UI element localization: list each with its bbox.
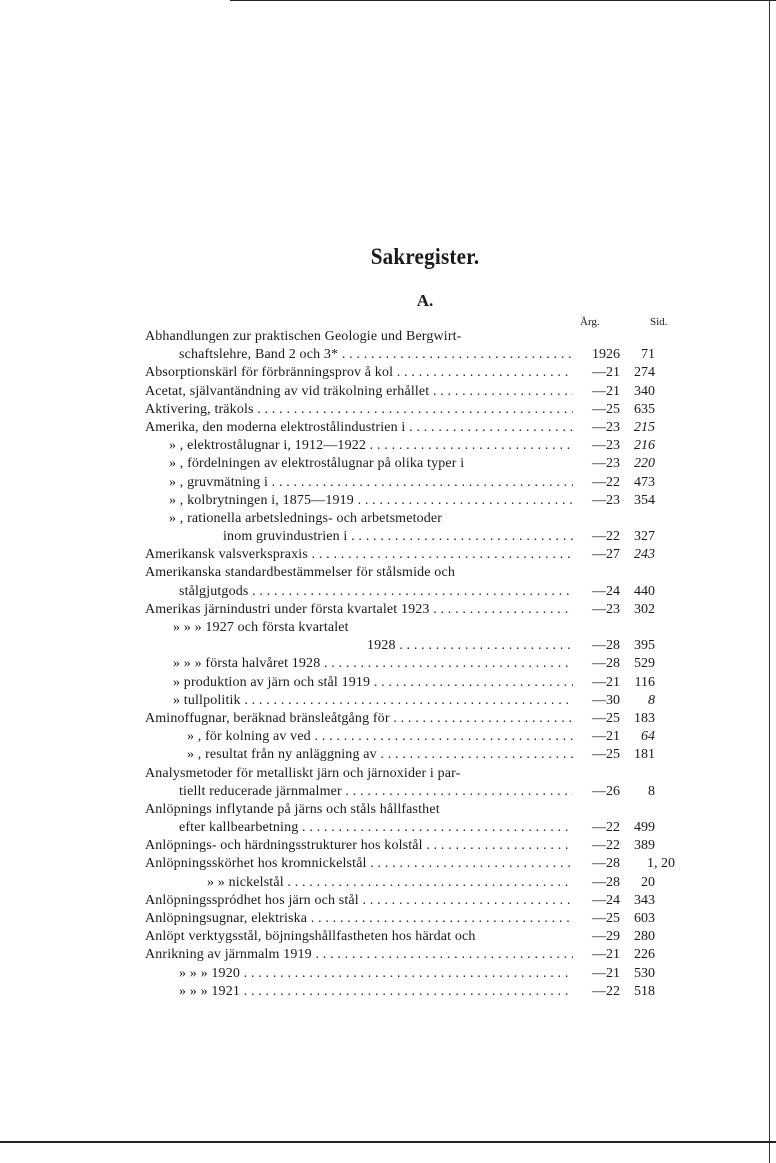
index-entry [145,965,745,983]
entry-page: 183 [634,710,655,726]
index-entry [145,692,745,710]
entry-text: Anlöpningsspródhet hos järn och stål . . . [145,892,573,910]
index-entry [145,946,745,964]
entry-text: 1928 . . . [367,637,573,655]
index-entry [145,983,745,1001]
entry-page: 1, 20 [647,856,675,872]
entry-year: —28 [592,856,620,872]
entry-page: 220 [634,456,655,472]
entry-year: —22 [592,529,620,545]
entry-page: 529 [634,656,655,672]
entry-text: efter kallbearbetning . . . [179,819,573,837]
entry-text: schaftslehre, Band 2 och 3* . . . [179,346,573,364]
index-entry [145,437,745,455]
index-entry [145,765,745,783]
column-header-page: Sid. [650,316,668,328]
entry-year: —23 [592,601,620,617]
entry-page: 280 [634,929,655,945]
entry-text: » » » 1920 . . . [179,965,573,983]
index-entry [145,455,745,473]
entry-year: —21 [592,674,620,690]
entry-page: 635 [634,401,655,417]
entry-text: inom gruvindustrien i . . . [223,528,573,546]
entry-year: —22 [592,983,620,999]
entry-year: —25 [592,747,620,763]
entry-page: 116 [634,674,655,690]
entry-page: 343 [634,892,655,908]
index-entry [145,837,745,855]
index-entry [145,674,745,692]
index-entry [145,401,745,419]
index-entry [145,583,745,601]
entry-year: 1926 [592,347,620,363]
entry-page: 181 [634,747,655,763]
entry-text: » » » första halvåret 1928 . . . [173,655,573,673]
entry-text: stålgjutgods . . . [179,583,573,601]
entry-text: Aktivering, träkols . . . [145,401,573,419]
index-entry [145,855,745,873]
entry-year: —21 [592,947,620,963]
entry-year: —22 [592,820,620,836]
entry-page: 340 [634,383,655,399]
entry-text: Anlöpt verktygsstål, böjningshållfastheten hos härdat och [145,929,476,945]
entry-text: » , rationella arbetslednings- och arbetsmetoder [169,510,443,526]
entry-page: 226 [634,947,655,963]
entry-year: —24 [592,892,620,908]
entry-year: —23 [592,492,620,508]
entry-page: 302 [634,601,655,617]
entry-year: —27 [592,547,620,563]
entry-page: 354 [634,492,655,508]
index-entry [145,546,745,564]
entry-text: Absorptionskärl för förbränningsprov å kol . . . [145,364,573,382]
entry-page: 64 [641,729,655,745]
index-entry [145,801,745,819]
index-entry [145,637,745,655]
entry-text: » » nickelstål . . . [207,874,573,892]
index-entry [145,819,745,837]
index-entry [145,528,745,546]
entry-text: tiellt reducerade järnmalmer . . . [179,783,573,801]
entry-text: » , elektrostålugnar i, 1912—1922 . . . [169,437,573,455]
entry-page: 8 [648,692,655,708]
entry-page: 215 [634,419,655,435]
index-entry [145,474,745,492]
index-entry [145,510,745,528]
index-entry [145,874,745,892]
entry-year: —26 [592,783,620,799]
index-entry [145,383,745,401]
index-entry [145,910,745,928]
entry-year: —22 [592,474,620,490]
entry-text: Anlöpningsugnar, elektriska . . . [145,910,573,928]
entry-year: —25 [592,911,620,926]
entry-text: Amerikanska standardbestämmelser för stålsmide och [145,565,455,581]
index-entry [145,728,745,746]
entry-text: » » » 1921 . . . [179,983,573,1001]
index-entry [145,346,745,364]
entry-text: Analysmetoder för metalliskt järn och järnoxider i par- [145,765,461,781]
index-entry [145,364,745,382]
entry-year: —25 [592,401,620,417]
entry-text: Abhandlungen zur praktischen Geologie und Bergwirt- [145,329,462,344]
entry-page: 395 [634,638,655,654]
entry-text: Amerikansk valsverkspraxis . . . [145,546,573,564]
entry-page: 71 [641,347,655,363]
entry-page: 389 [634,838,655,854]
index-entry [145,746,745,764]
entry-text: Acetat, självantändning av vid träkolning erhållet . . . [145,383,573,401]
entry-page: 530 [634,965,655,981]
entry-page: 274 [634,365,655,381]
section-letter: A. [416,291,434,310]
entry-text: Amerika, den moderna elektrostålindustrien i . . . [145,419,573,437]
entry-page: 603 [634,911,655,926]
entry-text: » , gruvmätning i . . . [169,474,573,492]
entry-year: —29 [592,929,620,945]
entry-page: 440 [634,583,655,599]
index-entry [145,892,745,910]
index-entry [145,655,745,673]
index-entry [145,419,745,437]
entry-year: —28 [592,638,620,654]
entry-year: —28 [592,656,620,672]
entry-text: » tullpolitik . . . [173,692,573,710]
entry-year: —28 [592,874,620,890]
entry-year: —23 [592,438,620,454]
entry-year: —21 [592,965,620,981]
entry-year: —24 [592,583,620,599]
entry-page: 243 [634,547,655,563]
entry-year: —23 [592,419,620,435]
entry-text: » , för kolning av ved . . . [187,728,573,746]
index-entry [145,492,745,510]
entry-text: Amerikas järnindustri under första kvartalet 1923 . . . [145,601,573,619]
entry-page: 216 [634,438,655,454]
entry-page: 499 [634,820,655,836]
index-entry [145,928,745,946]
bottom-border-line [0,1141,776,1143]
top-border-line [230,0,776,1]
entry-text: » » » 1927 och första kvartalet [173,620,349,635]
index-entry [145,783,745,801]
entry-text: Anlöpnings inflytande på järns och ståls hållfasthet [145,801,440,817]
entry-year: —25 [592,710,620,726]
entry-year: —21 [592,365,620,381]
entry-text: » , kolbrytningen i, 1875—1919 . . . [169,492,573,510]
entry-page: 518 [634,983,655,999]
right-border-line [769,0,770,1163]
column-header-year: Årg. [580,316,600,328]
entry-year: —21 [592,729,620,745]
entry-year: —21 [592,383,620,399]
entry-year: —23 [592,456,620,472]
entry-text: Anlöpningsskörhet hos kromnickelstål . . . [145,855,573,873]
entry-text: » produktion av järn och stål 1919 . . . [173,674,573,692]
index-entry [145,601,745,619]
index-entry-list [145,328,745,1001]
index-entry [145,328,745,346]
entry-page: 8 [648,783,655,799]
index-entry [145,710,745,728]
entry-text: » , resultat från ny anläggning av . . . [187,746,573,764]
index-entry [145,564,745,582]
entry-year: —22 [592,838,620,854]
entry-text: Anlöpnings- och härdningsstrukturer hos kolstål . . . [145,837,573,855]
entry-text: Aminoffugnar, beräknad bränsleåtgång för . . . [145,710,573,728]
entry-year: —30 [592,692,620,708]
entry-page: 327 [634,529,655,545]
entry-page: 473 [634,474,655,490]
entry-page: 20 [641,874,655,890]
entry-text: » , fördelningen av elektrostålugnar på olika typer i [169,456,465,472]
entry-text: Anrikning av järnmalm 1919 . . . [145,946,573,964]
page-title: Sakregister. [370,244,480,269]
index-entry [145,619,745,637]
